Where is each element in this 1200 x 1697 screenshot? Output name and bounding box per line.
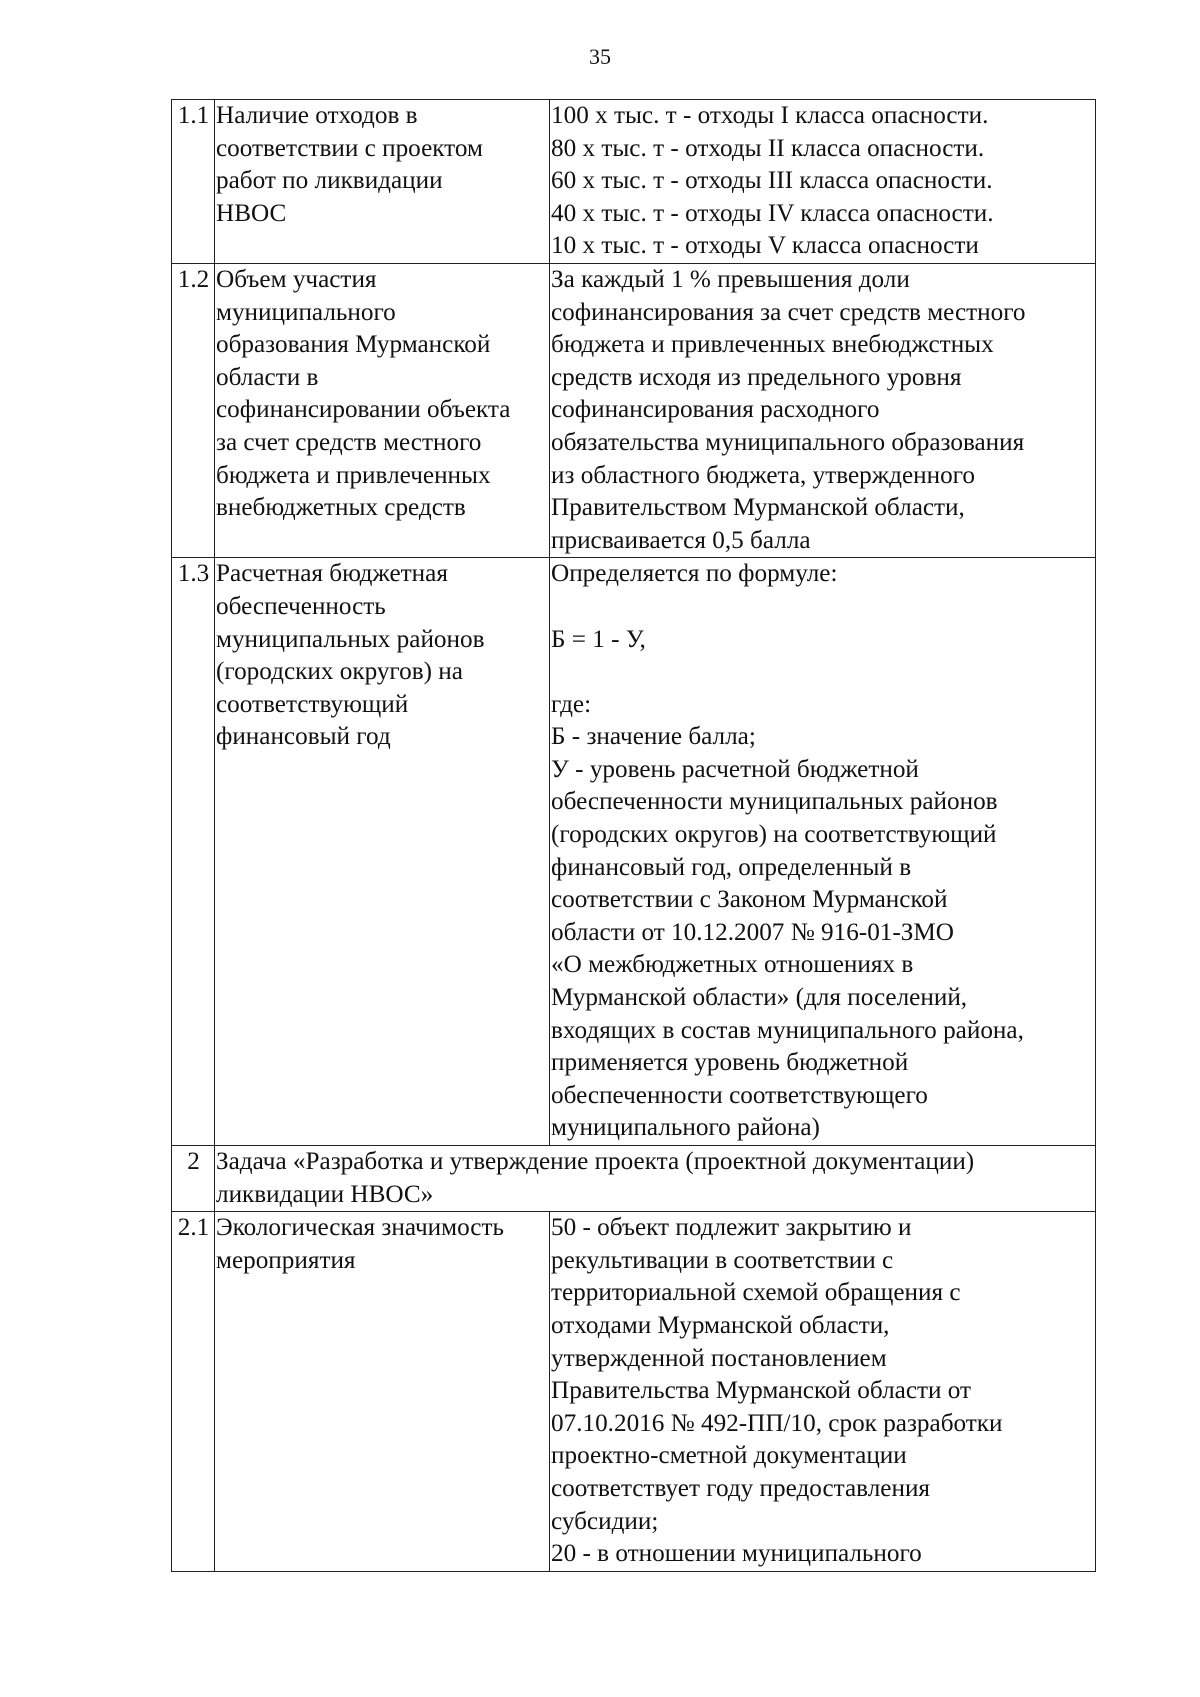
criterion-line: НВОС bbox=[216, 199, 287, 227]
scoring-line: 60 х тыс. т - отходы III класса опасности. bbox=[551, 167, 993, 195]
scoring-line: софинансирования расходного bbox=[551, 396, 880, 424]
criterion-line: бюджета и привлеченных bbox=[216, 461, 491, 489]
criterion-cell bbox=[215, 558, 550, 1146]
scoring-line: бюджета и привлеченных внебюджстных bbox=[551, 331, 994, 359]
table-row bbox=[172, 1212, 1096, 1572]
criterion-line: Экологическая значимость bbox=[216, 1214, 504, 1242]
criterion-line: соответствующий bbox=[216, 690, 409, 718]
criterion-line: Объем участия bbox=[216, 265, 377, 293]
formula-intro: Определяется по формуле: bbox=[551, 560, 838, 588]
scoring-line: софинансирования за счет средств местного bbox=[551, 298, 1026, 326]
row-number: 2.1 bbox=[172, 1212, 215, 1572]
scoring-line: соответствии с Законом Мурманской bbox=[551, 886, 948, 914]
criterion-cell bbox=[215, 100, 550, 264]
criteria-table bbox=[171, 99, 1096, 1572]
scoring-line: территориальной схемой обращения с bbox=[551, 1279, 961, 1307]
scoring-line: Правительства Мурманской области от bbox=[551, 1377, 972, 1405]
scoring-line: субсидии; bbox=[551, 1507, 659, 1535]
scoring-line: средств исходя из предельного уровня bbox=[551, 363, 962, 391]
table-row bbox=[172, 100, 1096, 264]
criterion-line: внебюджетных средств bbox=[216, 494, 466, 522]
scoring-line: «О межбюджетных отношениях в bbox=[551, 951, 914, 979]
scoring-line: входящих в состав муниципального района, bbox=[551, 1016, 1024, 1044]
scoring-cell bbox=[550, 263, 1096, 557]
criterion-line: обеспеченность bbox=[216, 592, 386, 620]
criterion-line: соответствии с проектом bbox=[216, 134, 483, 162]
scoring-line: 100 х тыс. т - отходы I класса опасности. bbox=[551, 102, 989, 129]
scoring-line: 80 х тыс. т - отходы II класса опасности. bbox=[551, 134, 985, 162]
criterion-line: работ по ликвидации bbox=[216, 167, 443, 195]
scoring-cell bbox=[550, 1212, 1096, 1572]
scoring-line: отходами Мурманской области, bbox=[551, 1311, 890, 1339]
scoring-line: Мурманской области» (для поселений, bbox=[551, 984, 968, 1012]
criterion-line: (городских округов) на bbox=[216, 658, 463, 686]
scoring-line: обеспеченности соответствующего bbox=[551, 1081, 928, 1109]
row-number: 2 bbox=[172, 1146, 215, 1212]
criterion-cell bbox=[215, 1212, 550, 1572]
criterion-line: мероприятия bbox=[216, 1246, 356, 1274]
scoring-line: из областного бюджета, утвержденного bbox=[551, 461, 975, 489]
task-line: Задача «Разработка и утверждение проекта (проектной документации) bbox=[216, 1148, 975, 1175]
scoring-line: области от 10.12.2007 № 916-01-ЗМО bbox=[551, 918, 954, 946]
scoring-line: финансовый год, определенный в bbox=[551, 853, 912, 881]
page-number: 35 bbox=[589, 44, 611, 69]
scoring-line: проектно-сметной документации bbox=[551, 1442, 907, 1470]
table-row-task bbox=[172, 1146, 1096, 1212]
scoring-line: утвержденной постановлением bbox=[551, 1344, 887, 1372]
criterion-line: Расчетная бюджетная bbox=[216, 560, 448, 588]
criterion-line: муниципальных районов bbox=[216, 625, 485, 653]
where-label: где: bbox=[551, 690, 592, 718]
criterion-line: муниципального bbox=[216, 298, 396, 326]
scoring-line: 40 х тыс. т - отходы IV класса опасности. bbox=[551, 199, 994, 227]
scoring-line: обязательства муниципального образования bbox=[551, 428, 1025, 456]
scoring-cell bbox=[550, 100, 1096, 264]
scoring-line: Правительством Мурманской области, bbox=[551, 494, 965, 522]
scoring-cell bbox=[550, 558, 1096, 1146]
scoring-line: 07.10.2016 № 492-ПП/10, срок разработки bbox=[551, 1409, 1003, 1437]
scoring-line: соответствует году предоставления bbox=[551, 1474, 931, 1502]
task-line: ликвидации НВОС» bbox=[216, 1180, 434, 1208]
scoring-line: (городских округов) на соответствующий bbox=[551, 821, 997, 849]
row-number: 1.3 bbox=[172, 558, 215, 1146]
scoring-line: За каждый 1 % превышения доли bbox=[551, 265, 910, 293]
criterion-line: за счет средств местного bbox=[216, 428, 482, 456]
row-number: 1.1 bbox=[172, 100, 215, 264]
row-number: 1.2 bbox=[172, 263, 215, 557]
scoring-line: 50 - объект подлежит закрытию и bbox=[551, 1214, 912, 1242]
scoring-line: У - уровень расчетной бюджетной bbox=[551, 755, 919, 783]
criterion-line: Наличие отходов в bbox=[216, 102, 418, 129]
task-cell bbox=[215, 1146, 1096, 1212]
table-row bbox=[172, 558, 1096, 1146]
scoring-line: Б - значение балла; bbox=[551, 723, 756, 751]
scoring-line: применяется уровень бюджетной bbox=[551, 1049, 909, 1077]
criterion-line: софинансировании объекта bbox=[216, 396, 511, 424]
criterion-cell bbox=[215, 263, 550, 557]
scoring-line: обеспеченности муниципальных районов bbox=[551, 788, 998, 816]
criterion-line: области в bbox=[216, 363, 319, 391]
scoring-line: муниципального района) bbox=[551, 1114, 820, 1142]
scoring-line: присваивается 0,5 балла bbox=[551, 526, 811, 554]
spacer bbox=[551, 591, 1095, 624]
criterion-line: финансовый год bbox=[216, 723, 391, 751]
scoring-line: рекультивации в соответствии с bbox=[551, 1246, 894, 1274]
table-row bbox=[172, 263, 1096, 557]
formula: Б = 1 - У, bbox=[551, 625, 646, 653]
criterion-line: образования Мурманской bbox=[216, 331, 491, 359]
spacer bbox=[551, 656, 1095, 689]
scoring-line: 20 - в отношении муниципального bbox=[551, 1540, 922, 1568]
scoring-line: 10 х тыс. т - отходы V класса опасности bbox=[551, 232, 979, 260]
